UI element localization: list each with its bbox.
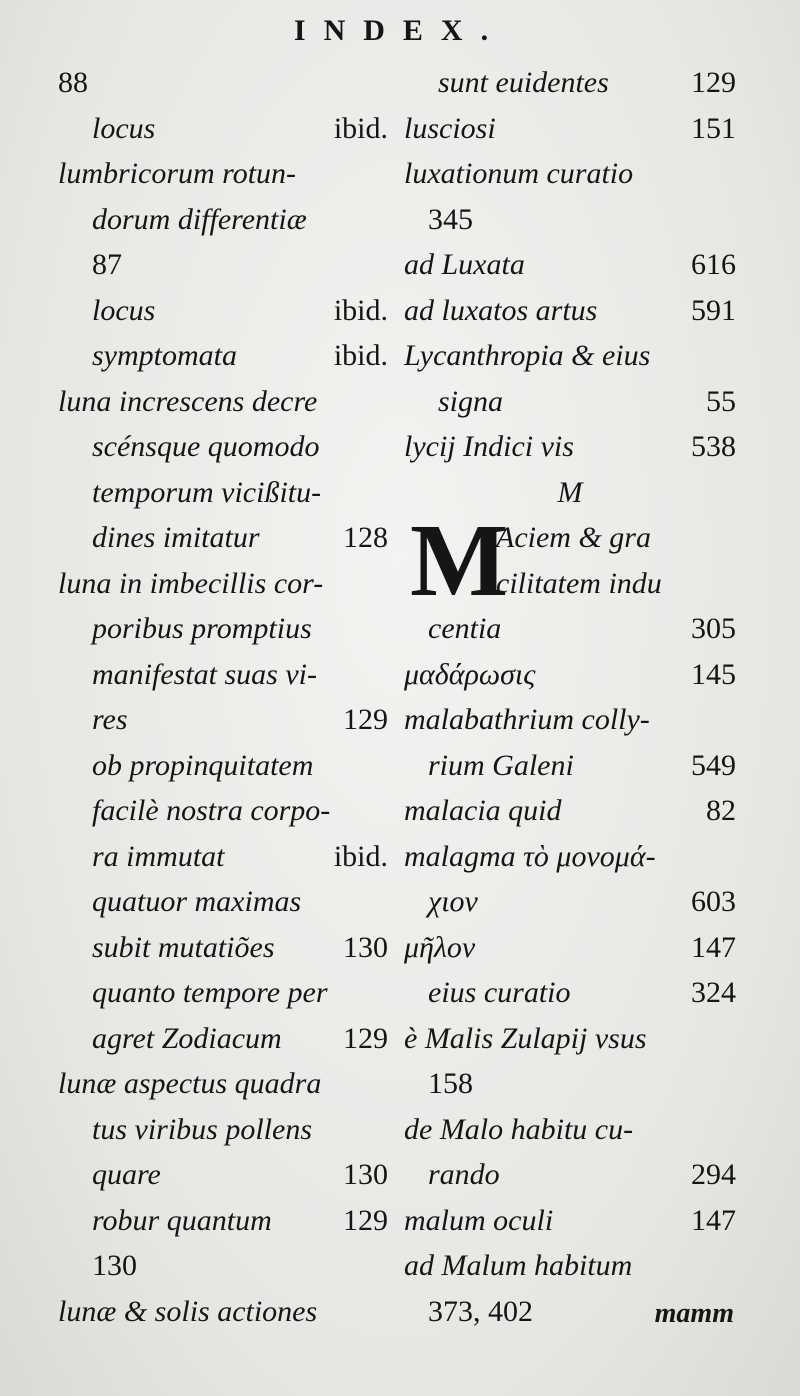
entry-page-ref: ibid. — [333, 111, 388, 145]
entry-text: ob propinquitatem — [92, 748, 314, 782]
index-entry — [58, 470, 388, 516]
index-entry — [58, 197, 388, 243]
entry-text: malacia quid — [404, 794, 562, 827]
index-entry — [404, 379, 736, 425]
entry-text: 87 — [92, 248, 122, 281]
entry-text: quatuor maximas — [92, 885, 302, 918]
entry-page-ref: 324 — [691, 976, 736, 1009]
entry-text: facilè nostra corpo- — [92, 794, 331, 827]
index-entry — [58, 151, 388, 197]
index-entry — [58, 242, 388, 288]
entry-text: dines imitatur — [92, 521, 260, 554]
entry-page-ref: 145 — [691, 657, 736, 691]
index-right-column — [404, 60, 736, 1334]
index-entry — [58, 925, 388, 971]
index-entry — [404, 106, 736, 152]
entry-text: centia — [428, 612, 502, 645]
entry-text: subit mutatiões — [92, 930, 275, 964]
entry-page-ref: 538 — [691, 430, 736, 463]
dropcap-entry — [404, 503, 736, 618]
index-entry — [404, 1243, 736, 1289]
index-entry — [404, 333, 736, 379]
entry-text: malum oculi — [404, 1203, 554, 1237]
entry-text: dorum differentiæ — [92, 202, 307, 236]
entry-text: malagma τὸ μονομά- — [404, 839, 656, 873]
index-entry — [404, 925, 736, 971]
entry-text: ad luxatos artus — [404, 293, 598, 327]
index-entry — [58, 652, 388, 698]
entry-text: luna in imbecillis cor- — [58, 566, 324, 600]
index-entry — [58, 561, 388, 607]
entry-text: rando — [428, 1158, 500, 1191]
entry-text: lunæ aspectus quadra — [58, 1067, 322, 1100]
entry-text: signa — [438, 384, 504, 418]
index-entry — [404, 197, 736, 243]
entry-page-ref: 129 — [691, 66, 736, 99]
entry-text: lusciosi — [404, 111, 496, 145]
entry-text: ad Malum habitum — [404, 1249, 633, 1282]
entry-text: locus — [92, 111, 156, 145]
entry-page-ref: 591 — [691, 293, 736, 327]
entry-page-ref: 82 — [706, 794, 736, 827]
entry-text: μῆλον — [404, 930, 476, 964]
entry-text: quanto tempore per — [92, 976, 328, 1009]
entry-page-ref: 147 — [691, 930, 736, 964]
index-entry — [58, 834, 388, 880]
entry-text: scénsque quomodo — [92, 430, 320, 463]
entry-text: ra immutat — [92, 839, 225, 873]
index-entry — [404, 60, 736, 106]
entry-text: de Malo habitu cu- — [404, 1112, 634, 1146]
entry-text: eius curatio — [428, 976, 571, 1009]
entry-text: manifestat suas vi- — [92, 657, 317, 691]
index-entry — [58, 333, 388, 379]
page-title: INDEX. — [293, 14, 507, 47]
entry-text: lumbricorum rotun- — [58, 157, 297, 190]
entry-text: robur quantum — [92, 1203, 272, 1237]
entry-text: lycij Indici vis — [404, 430, 574, 463]
entry-page-ref: 603 — [691, 885, 736, 918]
index-entry — [404, 606, 736, 652]
index-entry — [404, 879, 736, 925]
index-entry — [58, 1152, 388, 1198]
entry-text: è Malis Zulapij vsus — [404, 1021, 647, 1055]
entry-page-ref: 129 — [343, 1203, 388, 1237]
dropcap-line-1: Aciem & gra — [496, 521, 651, 554]
entry-page-ref: 55 — [706, 384, 736, 418]
index-entry — [58, 60, 388, 106]
entry-page-ref: 128 — [343, 521, 388, 554]
entry-text: 158 — [428, 1067, 473, 1100]
entry-page-ref: 129 — [343, 1021, 388, 1055]
entry-text: 88 — [58, 66, 88, 99]
index-entry — [404, 1016, 736, 1062]
entry-text: lunæ & solis actiones — [58, 1294, 318, 1328]
entry-text: rium Galeni — [428, 748, 574, 782]
entry-text: 130 — [92, 1249, 137, 1282]
entry-text: res — [92, 703, 128, 736]
entry-page-ref: ibid. — [333, 293, 388, 327]
index-entry — [58, 424, 388, 470]
index-entry — [404, 1061, 736, 1107]
entry-page-ref: 151 — [691, 111, 736, 145]
index-entry — [58, 515, 388, 561]
entry-text: sunt euidentes — [438, 66, 609, 99]
index-right-bottom — [404, 606, 736, 1334]
index-entry — [404, 242, 736, 288]
index-entry — [58, 743, 388, 789]
dropcap-letter: M — [410, 503, 509, 618]
index-entry — [58, 1243, 388, 1289]
index-entry — [58, 288, 388, 334]
index-entry — [58, 1061, 388, 1107]
index-entry — [404, 834, 736, 880]
index-entry — [404, 788, 736, 834]
entry-page-ref: 129 — [343, 703, 388, 736]
index-entry — [404, 1198, 736, 1244]
entry-page-ref: 305 — [691, 612, 736, 645]
entry-page-ref: ibid. — [333, 339, 388, 372]
entry-text: luna increscens decre — [58, 384, 318, 418]
entry-page-ref: 549 — [691, 748, 736, 782]
entry-text: χιον — [428, 885, 478, 918]
index-entry — [58, 1198, 388, 1244]
entry-page-ref: 294 — [691, 1158, 736, 1191]
entry-text: ad Luxata — [404, 248, 525, 281]
index-entry — [58, 697, 388, 743]
entry-text: malabathrium colly- — [404, 703, 650, 736]
index-entry — [404, 652, 736, 698]
entry-text: locus — [92, 293, 156, 327]
dropcap-line-2: cilitatem indu — [496, 566, 662, 600]
index-entry — [58, 970, 388, 1016]
entry-page-ref: 616 — [691, 248, 736, 281]
index-entry — [58, 1107, 388, 1153]
index-entry — [58, 379, 388, 425]
entry-text: tus viribus pollens — [92, 1112, 313, 1146]
index-entry — [58, 788, 388, 834]
entry-page-ref: ibid. — [333, 839, 388, 873]
index-entry — [58, 1016, 388, 1062]
entry-text: 345 — [428, 202, 473, 236]
entry-text: agret Zodiacum — [92, 1021, 282, 1055]
index-entry — [404, 697, 736, 743]
index-right-top — [404, 60, 736, 470]
entry-text: symptomata — [92, 339, 237, 372]
index-entry — [58, 106, 388, 152]
section-letter: M — [557, 475, 583, 509]
index-entry — [58, 879, 388, 925]
index-entry — [58, 1289, 388, 1335]
entry-page-ref: 130 — [343, 1158, 388, 1191]
index-entry — [404, 288, 736, 334]
index-entry — [404, 743, 736, 789]
entry-text: temporum vicißitu- — [92, 475, 322, 509]
entry-page-ref: 147 — [691, 1203, 736, 1237]
entry-text: 373, 402 — [428, 1294, 533, 1328]
catchword: mamm — [654, 1298, 734, 1329]
index-entry — [404, 1107, 736, 1153]
index-entry — [404, 970, 736, 1016]
entry-page-ref: 130 — [343, 930, 388, 964]
index-entry — [404, 151, 736, 197]
entry-text: quare — [92, 1158, 161, 1191]
index-entry — [404, 1152, 736, 1198]
index-left-column — [58, 60, 388, 1334]
entry-text: luxationum curatio — [404, 157, 634, 190]
index-entry — [58, 606, 388, 652]
index-entry — [404, 424, 736, 470]
entry-text: μαδάρωσις — [404, 657, 536, 691]
entry-text: poribus promptius — [92, 612, 312, 645]
entry-text: Lycanthropia & eius — [404, 339, 651, 372]
